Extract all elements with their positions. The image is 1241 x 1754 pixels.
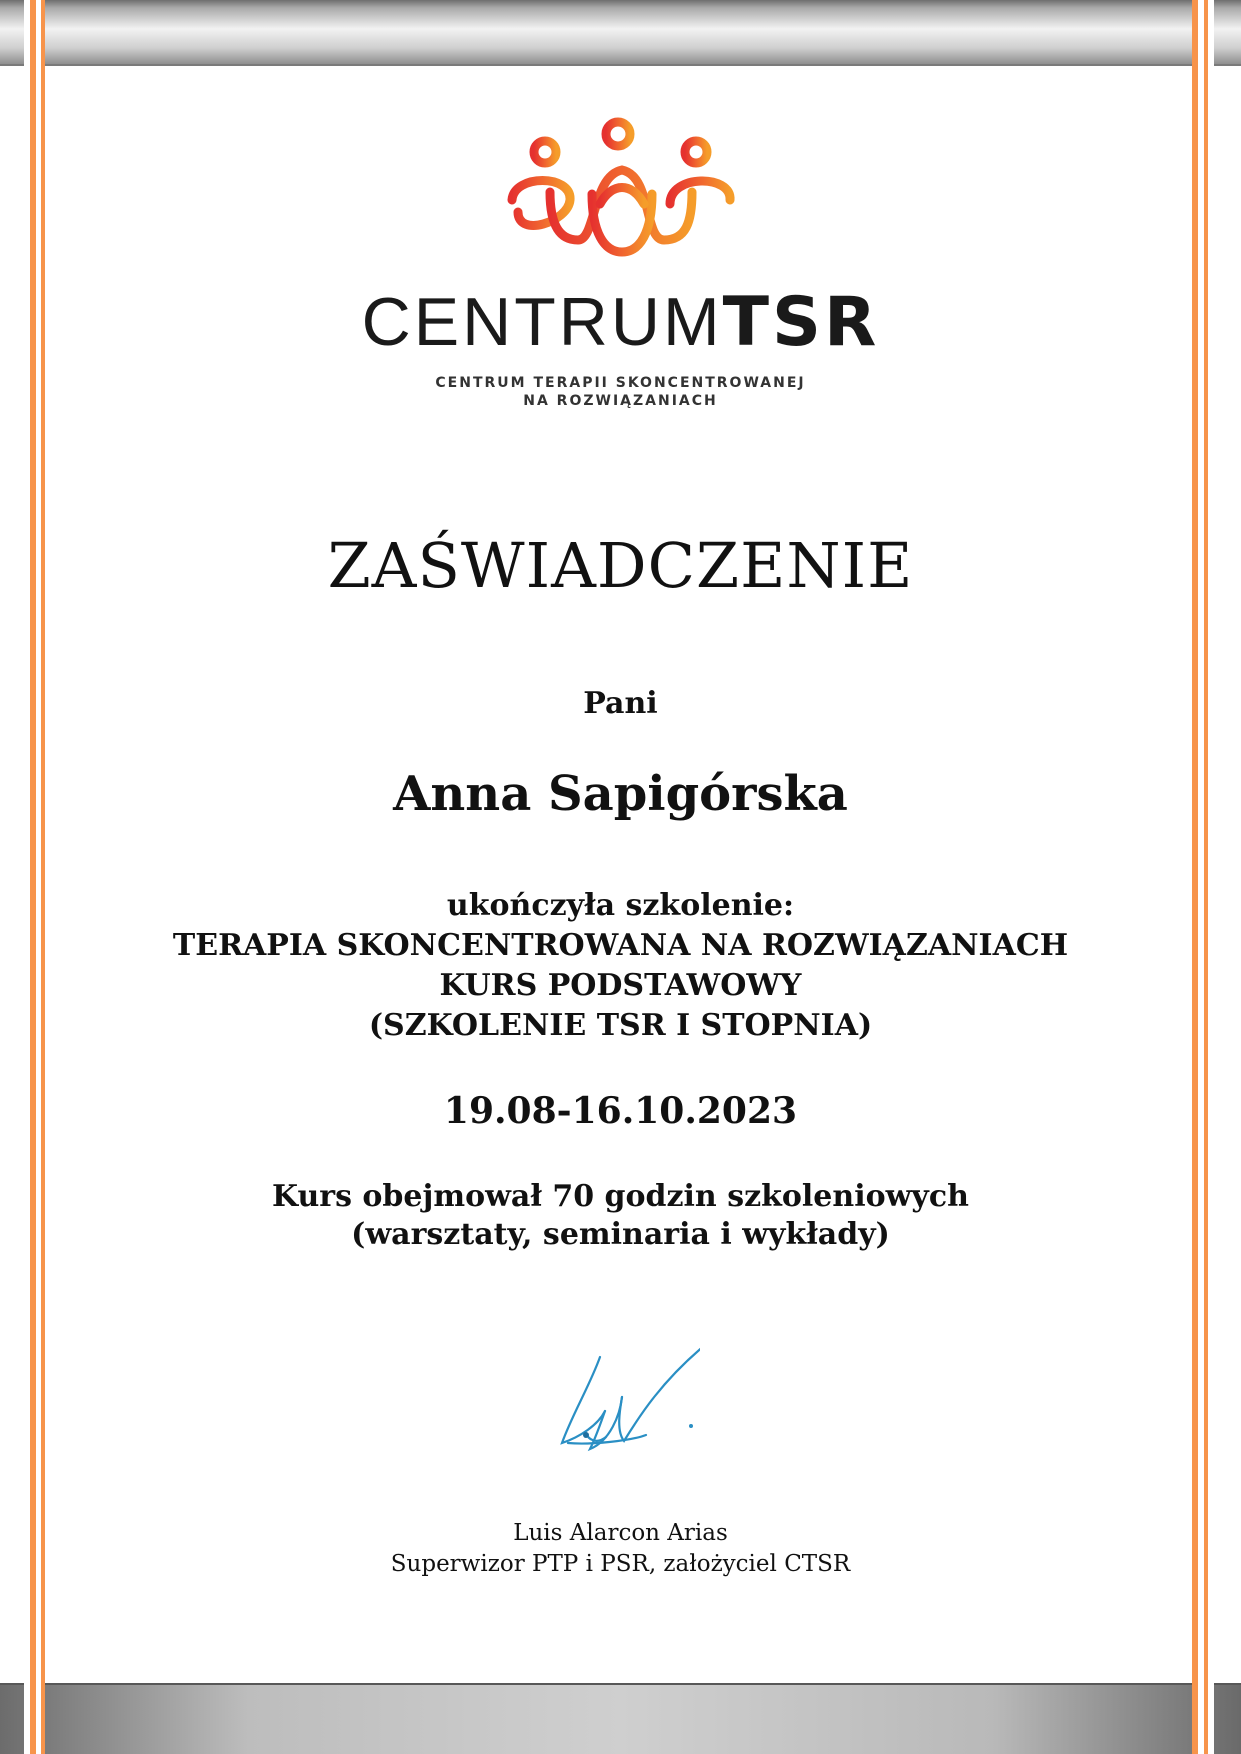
frame-bottom-line — [0, 1683, 1241, 1685]
hours-detail: (warsztaty, seminaria i wykłady) — [351, 1217, 890, 1252]
signature-image — [550, 1345, 700, 1460]
signer-role: Superwizor PTP i PSR, założyciel CTSR — [390, 1551, 851, 1577]
logo-subtitle-line1: CENTRUM TERAPII SKONCENTROWANEJ — [435, 375, 806, 391]
frame-right-gap — [1208, 0, 1214, 1754]
course-name: TERAPIA SKONCENTROWANA NA ROZWIĄZANIACH — [172, 928, 1069, 963]
frame-left-stripe-inner — [41, 0, 45, 1754]
logo-word-bold: TSR — [722, 283, 880, 362]
salutation: Pani — [583, 686, 658, 721]
completed-label: ukończyła szkolenie: — [446, 888, 795, 923]
hours-line: Kurs obejmował 70 godzin szkoleniowych — [272, 1179, 969, 1214]
recipient-name: Anna Sapigórska — [393, 766, 848, 822]
course-level: KURS PODSTAWOWY — [439, 968, 802, 1003]
logo-wordmark — [0, 282, 1241, 363]
frame-bottom-bar — [0, 1684, 1241, 1754]
course-block — [0, 886, 1241, 1046]
frame-top-bar — [0, 0, 1241, 64]
logo-subtitle-line2: NA ROZWIĄZANIACH — [523, 393, 718, 409]
signer-name: Luis Alarcon Arias — [513, 1520, 728, 1546]
logo-subtitle — [0, 374, 1241, 410]
course-hours — [0, 1178, 1241, 1254]
logo-word-light: CENTRUM — [361, 284, 723, 360]
course-dates: 19.08-16.10.2023 — [443, 1090, 798, 1132]
course-degree: (SZKOLENIE TSR I STOPNIA) — [368, 1008, 873, 1043]
centrum-tsr-logo-icon — [500, 112, 740, 262]
certificate-title: ZAŚWIADCZENIE — [327, 529, 914, 602]
signer-block — [0, 1518, 1241, 1580]
